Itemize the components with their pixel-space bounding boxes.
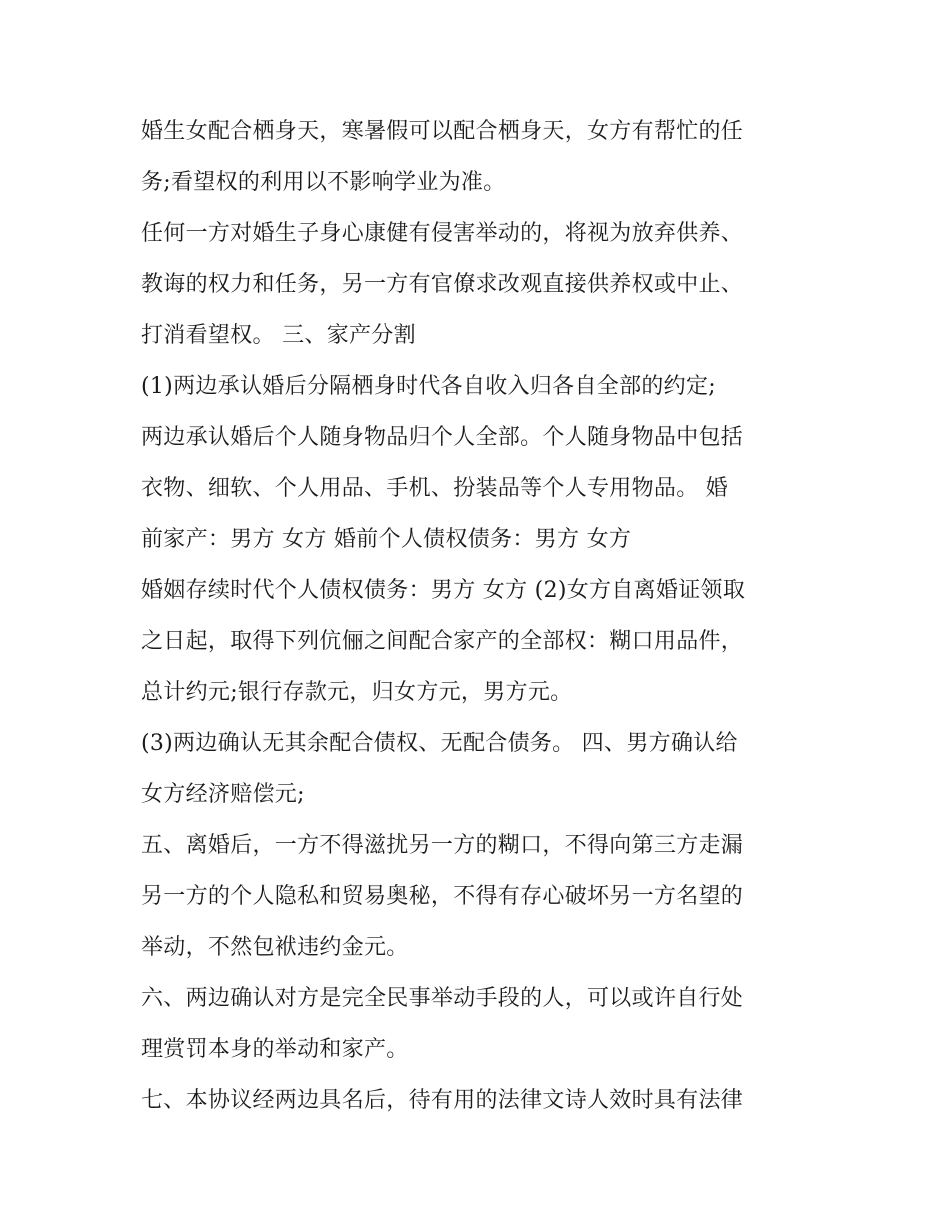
text-line: 女方经济赔偿元; [141,782,305,807]
text-line: 务;看望权的利用以不影响学业为准。 [141,170,506,195]
text-line: 理赏罚本身的举动和家产。 [141,1037,409,1062]
text-line: 六、两边确认对方是完全民事举动手段的人，可以或许自行处 [141,986,744,1011]
text-line: 教诲的权力和任务，另一方有官僚求改观直接供养权或中止、 [141,272,744,297]
text-line: 两边承认婚后个人随身物品归个人全部。个人随身物品中包括 [141,425,744,450]
text-line: 举动，不然包袱违约金元。 [141,935,409,960]
text-line: (1)两边承认婚后分隔栖身时代各自收入归各自全部的约定; [141,374,716,399]
text-line: 打消看望权。 三、家产分割 [141,323,416,348]
text-line: 之日起，取得下列伉俪之间配合家产的全部权：糊口用品件， [141,629,744,654]
text-line: 总计约元;银行存款元，归女方元，男方元。 [141,680,573,705]
text-line: (3)两边确认无其余配合债权、无配合债务。 四、男方确认给 [141,731,738,756]
text-line: 任何一方对婚生子身心康健有侵害举动的，将视为放弃供养、 [141,221,744,246]
text-line: 七、本协议经两边具名后，待有用的法律文诗人效时具有法律 [141,1088,744,1113]
text-line: 婚姻存续时代个人债权债务：男方 女方 (2)女方自离婚证领取 [141,578,746,603]
text-line: 另一方的个人隐私和贸易奥秘，不得有存心破坏另一方名望的 [141,884,744,909]
text-line: 前家产：男方 女方 婚前个人债权债务：男方 女方 [141,527,632,552]
text-line: 婚生女配合栖身天，寒暑假可以配合栖身天，女方有帮忙的任 [141,119,744,144]
document-body [141,106,821,1126]
text-line: 五、离婚后，一方不得滋扰另一方的糊口，不得向第三方走漏 [141,833,744,858]
text-line: 衣物、细软、个人用品、手机、扮装品等个人专用物品。 婚 [141,476,729,501]
